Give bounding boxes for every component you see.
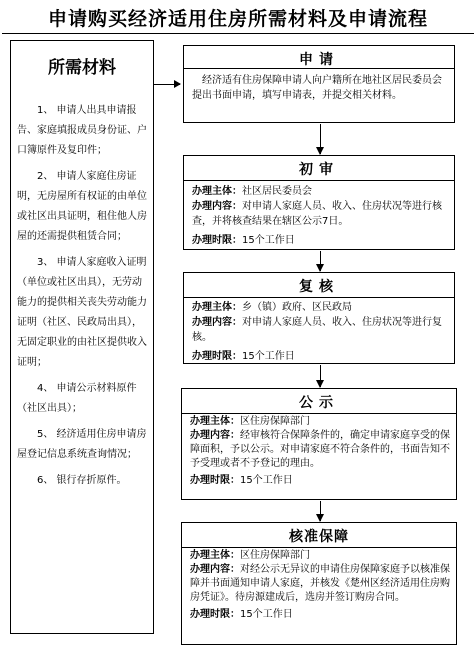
field-label: 办理内容： <box>192 201 242 212</box>
field-label: 办理内容： <box>190 430 240 441</box>
step-initial-review-title: 初审 <box>299 162 339 178</box>
field-value: 对申请人家庭人员、收入、住房状况等进行核查，并将核查结果在辖区公示7日。 <box>192 201 442 227</box>
materials-item: 3、 申请人家庭收入证明（单位或社区出具），无劳动能力的提供相关丧失劳动能力证明（社区、民政局出具），无固定职业的由社区提供收入证明； <box>17 257 147 368</box>
step-publicity-title: 公示 <box>299 395 339 411</box>
step-initial-review-divider <box>184 180 454 181</box>
step-recheck-divider <box>184 297 454 298</box>
approval-content <box>190 563 450 605</box>
materials-item: 2、 申请人家庭住房证明，无房屋所有权证的由单位或社区出具证明，租住他人房屋的还需提供租赁合同； <box>17 171 147 242</box>
field-value: 乡（镇）政府、区民政局 <box>242 302 352 313</box>
field-label: 办理主体： <box>190 550 240 561</box>
recheck-content <box>192 315 448 345</box>
step-apply <box>183 45 455 123</box>
field-value: 15个工作日 <box>240 475 293 486</box>
field-label: 办理时限： <box>190 609 240 620</box>
publicity-content <box>190 429 450 471</box>
arrow-recheck-to-publicity <box>320 365 321 387</box>
materials-panel <box>10 40 154 634</box>
arrow-apply-to-review <box>320 124 321 154</box>
initial-review-agency <box>192 184 448 199</box>
materials-to-apply-arrow <box>154 84 180 85</box>
field-value: 区住房保障部门 <box>240 416 310 427</box>
materials-item: 6、 银行存折原件。 <box>37 475 127 486</box>
field-label: 办理主体： <box>192 186 242 197</box>
publicity-agency <box>190 415 450 429</box>
field-value: 对申请人家庭人员、收入、住房状况等进行复核。 <box>192 317 442 343</box>
step-publicity-divider <box>182 413 456 414</box>
step-approval <box>181 522 457 645</box>
step-apply-title: 申请 <box>299 52 339 68</box>
field-value: 15个工作日 <box>242 235 295 246</box>
field-value: 经审核符合保障条件的，确定申请家庭享受的保障面积，予以公示。对申请家庭不符合条件的，书面告知不予受理或者不予登记的理由。 <box>190 430 450 469</box>
field-value: 对经公示无异议的申请住房保障家庭予以核准保障并书面通知申请人家庭，并核发《楚州区经济适用住房购房凭证》。待房源建成后，选房并签订购房合同。 <box>190 564 450 603</box>
step-approval-divider <box>182 547 456 548</box>
field-value: 区住房保障部门 <box>240 550 310 561</box>
approval-agency <box>190 549 450 563</box>
materials-item: 4、 申请公示材料原件（社区出具）； <box>17 383 137 414</box>
initial-review-content <box>192 199 448 229</box>
field-label: 办理主体： <box>190 416 240 427</box>
recheck-time-limit <box>192 349 448 364</box>
arrow-review-to-recheck <box>320 251 321 271</box>
step-apply-text: 经济适有住房保障申请人向户籍所在地社区居民委员会提出书面申请，填写申请表，并提交相关材料。 <box>192 75 442 101</box>
arrow-publicity-to-approval <box>320 501 321 521</box>
step-recheck-title: 复核 <box>299 279 339 295</box>
field-value: 15个工作日 <box>242 351 295 362</box>
step-recheck <box>183 272 455 364</box>
materials-item: 1、 申请人出具申请报告、家庭填报成员身份证、户口簿原件及复印件； <box>17 105 147 156</box>
recheck-agency <box>192 300 448 315</box>
step-approval-title: 核准保障 <box>289 529 349 545</box>
step-apply-divider <box>184 68 454 69</box>
field-label: 办理内容： <box>192 317 242 328</box>
step-publicity <box>181 388 457 500</box>
field-label: 办理时限： <box>192 235 242 246</box>
page-title: 申请购买经济适用住房所需材料及申请流程 <box>47 8 428 30</box>
step-initial-review <box>183 155 455 250</box>
field-value: 社区居民委员会 <box>242 186 312 197</box>
materials-heading: 所需材料 <box>48 58 116 78</box>
field-label: 办理内容： <box>190 564 240 575</box>
field-label: 办理主体： <box>192 302 242 313</box>
initial-review-time-limit <box>192 233 448 248</box>
approval-time-limit <box>190 608 450 622</box>
publicity-time-limit <box>190 474 450 488</box>
field-label: 办理时限： <box>192 351 242 362</box>
field-value: 15个工作日 <box>240 609 293 620</box>
title-underline <box>2 33 474 34</box>
field-label: 办理时限： <box>190 475 240 486</box>
materials-item: 5、 经济适用住房申请房屋登记信息系统查询情况； <box>17 429 147 460</box>
materials-list <box>17 101 151 497</box>
